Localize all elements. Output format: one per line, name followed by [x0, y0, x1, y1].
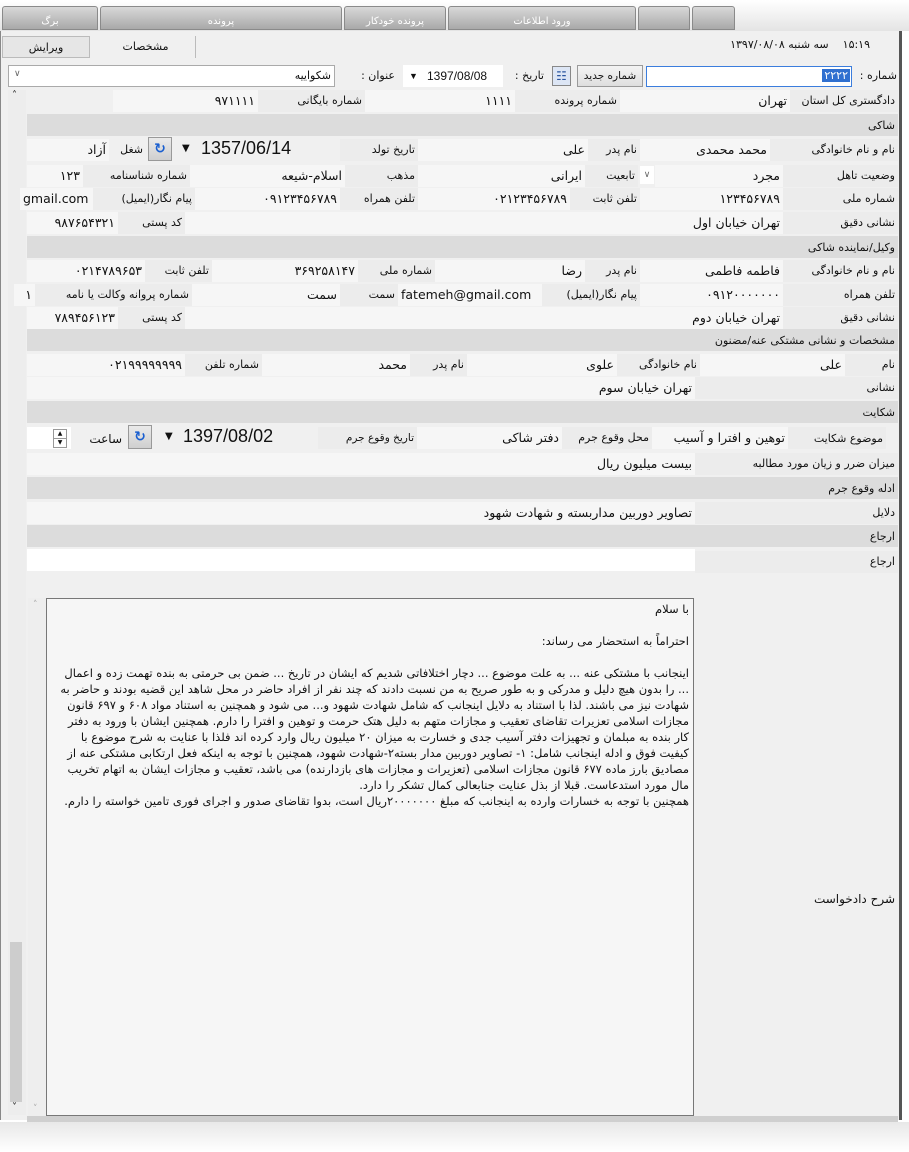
damage-label: میزان ضرر و زیان مورد مطالبه: [695, 453, 898, 475]
date-picker[interactable]: [403, 65, 503, 87]
damage-value[interactable]: بیست میلیون ریال: [27, 453, 695, 475]
lawyer-email-label: پیام نگار(ایمیل): [542, 284, 640, 306]
referral-label: ارجاع: [695, 551, 898, 573]
plaintiff-mobile-value[interactable]: ۰۹۱۲۳۴۵۶۷۸۹: [195, 188, 340, 210]
lawyer-father-value[interactable]: رضا: [435, 260, 585, 282]
complaint-subject-value[interactable]: توهین و افترا و آسیب: [652, 427, 788, 449]
lawyer-role-label: سمت: [340, 284, 398, 306]
plaintiff-national-id-label: شماره ملی: [783, 188, 898, 210]
new-number-button[interactable]: شماره جدید: [577, 65, 643, 87]
lawyer-address-label: نشانی دقیق: [783, 307, 898, 329]
title-combobox-value: شکواییه: [294, 69, 331, 82]
lawyer-national-id-label: شماره ملی: [358, 260, 435, 282]
plaintiff-job-value[interactable]: آزاد: [27, 139, 109, 161]
plaintiff-address-value[interactable]: تهران خیابان اول: [185, 212, 783, 234]
menu-item-sheet[interactable]: برگ: [2, 6, 98, 30]
plaintiff-address-label: نشانی دقیق: [783, 212, 898, 234]
lawyer-phone-value[interactable]: ۰۲۱۴۷۸۹۶۵۳: [27, 260, 145, 282]
lawyer-national-id-value[interactable]: ۳۶۹۲۵۸۱۴۷: [212, 260, 358, 282]
defendant-father-value[interactable]: محمد: [262, 354, 410, 376]
status-date: ۱۳۹۷/۰۸/۰۸: [730, 38, 785, 51]
province-label: دادگستری کل استان: [790, 90, 898, 112]
plaintiff-religion-value[interactable]: اسلام-شیعه: [190, 165, 345, 187]
evidence-reasons-value[interactable]: تصاویر دوربین مداربسته و شهادت شهود: [27, 502, 695, 524]
archive-number-label: شماره بایگانی: [258, 90, 365, 112]
status-day: سه شنبه: [788, 38, 829, 51]
chevron-down-icon[interactable]: ▼: [182, 143, 190, 154]
menu-item-data-entry[interactable]: ورود اطلاعات: [448, 6, 636, 30]
plaintiff-mobile-label: تلفن همراه: [340, 188, 418, 210]
plaintiff-marital-select[interactable]: مجرد: [655, 165, 783, 187]
petition-textarea[interactable]: با سلام احتراماً به استحضار می رساند: اینجانب با مشتکی عنه ... به علت موضوع ... دچار اختلافاتی شدیم که ایشان در تاریخ ... ضمن بی حرمتی به بنده تهمت زده و اعمال ... را بدون هیچ دلیل و مدرکی و به طور صریح به من نسبت دادند که چند نفر از افراد حاضر در محل شاهد این قضیه بودند و حاضر به شهادت نیز می باشند. لذا با استناد به دلایل اینجانب که شامل شهادت شهود و... می شود و همچنین به استناد مواد ۶۰۸ و ۶۹۷ قانون مجازات اسلامی تعزیرات تقاضای تعقیب و مجازات متهم به دلیل هتک حرمت و توهین و افترا را دارم. همچنین ایشان با ورود به دفتر کار بنده به مبلمان و تجهیزات دفتر آسیب جدی و خسارت به میزان ۲۰ میلیون ریال وارد کرده اند فلذا با عنایت به شرح موضوع با کیفیت فوق و ادله اینجانب شامل: ۱- تصاویر دوربین مدار بسته۲-شهادت شهود، همچنین با توجه به اینکه فعل ارتکابی مشتکی عنه از مصادیق بارز ماده ۶۷۷ قانون مجازات اسلامی (تعزیرات و مجازات های بازدارنده) می باشد، تعقیب و مجازات ایشان به اتهام تخریب مال مورد استدعاست. قبلا از بذل عنایت جنابعالی کمال تشکر را دارد. همچنین با توجه به خسارات وارده به اینجانب که مبلغ ۲۰۰۰۰۰۰۰ریال است، بدوا تقاضای صدور و اجرای فوری تامین خواسته را دارم.: [46, 598, 694, 1116]
lawyer-email-value[interactable]: fatemeh@gmail.com: [398, 284, 542, 306]
lawyer-mobile-label: تلفن همراه: [783, 284, 898, 306]
plaintiff-father-value[interactable]: علی: [418, 139, 588, 161]
plaintiff-postal-value[interactable]: ۹۸۷۶۵۴۳۲۱: [27, 212, 118, 234]
lawyer-father-label: نام پدر: [585, 260, 640, 282]
lawyer-phone-label: تلفن ثابت: [145, 260, 212, 282]
calendar-icon[interactable]: ☷: [552, 66, 571, 86]
chevron-down-icon[interactable]: ∨: [640, 166, 654, 184]
menu-item-case[interactable]: پرونده: [100, 6, 342, 30]
plaintiff-phone-value[interactable]: ۰۲۱۲۳۴۵۶۷۸۹: [418, 188, 570, 210]
plaintiff-father-label: نام پدر: [588, 139, 640, 161]
menu-item-auto-case[interactable]: پرونده خودکار: [344, 6, 446, 30]
title-label: عنوان :: [361, 69, 395, 82]
scroll-up-icon[interactable]: ˄: [12, 90, 17, 101]
complaint-header: شکایت: [27, 401, 898, 423]
lawyer-mobile-value[interactable]: ۰۹۱۲۰۰۰۰۰۰۰: [640, 284, 783, 306]
scroll-up-icon[interactable]: ˄: [33, 600, 38, 610]
plaintiff-birth-label: تاریخ تولد: [340, 139, 418, 161]
referral-input[interactable]: [27, 549, 695, 571]
menu-item-blank-2[interactable]: [692, 6, 735, 30]
lawyer-postal-label: کد پستی: [118, 307, 185, 329]
evidence-reasons-label: دلایل: [695, 502, 898, 524]
tab-details[interactable]: مشخصات: [96, 36, 196, 58]
status-clock: [700, 38, 870, 56]
chevron-down-icon[interactable]: ▼: [165, 431, 173, 442]
defendant-header: مشخصات و نشانی مشتکی عنه/مضنون: [27, 329, 898, 351]
plaintiff-name-label: نام و نام خانوادگی: [770, 139, 898, 161]
defendant-last-name-label: نام خانوادگی: [617, 354, 700, 376]
defendant-address-value[interactable]: تهران خیابان سوم: [27, 377, 695, 399]
lawyer-header: وکیل/نماینده شاکی: [27, 236, 898, 258]
date-label: تاریخ :: [514, 69, 544, 82]
complaint-subject-label: موضوع شکایت: [788, 427, 886, 449]
plaintiff-name-value[interactable]: محمد محمدی: [640, 139, 770, 161]
lawyer-address-value[interactable]: تهران خیابان دوم: [185, 307, 783, 329]
spinner-down-icon[interactable]: ▼: [53, 438, 67, 448]
plaintiff-religion-label: مذهب: [345, 165, 418, 187]
complaint-date[interactable]: 1397/08/02: [183, 426, 274, 446]
defendant-first-name-value[interactable]: علی: [700, 354, 845, 376]
plaintiff-national-id-value[interactable]: ۱۲۳۴۵۶۷۸۹: [640, 188, 783, 210]
lawyer-license-label: شماره پروانه وکالت یا نامه: [35, 284, 192, 306]
complaint-time-label: ساعت: [89, 432, 122, 446]
evidence-header: ادله وقوع جرم: [27, 477, 898, 499]
defendant-phone-value[interactable]: ۰۲۱۹۹۹۹۹۹۹۹: [27, 354, 185, 376]
tab-edit[interactable]: ویرایش: [2, 36, 90, 58]
plaintiff-phone-label: تلفن ثابت: [570, 188, 640, 210]
plaintiff-nationality-label: تابعیت: [585, 165, 638, 187]
chevron-down-icon: ∨: [14, 69, 21, 79]
defendant-father-label: نام پدر: [410, 354, 467, 376]
plaintiff-id-number-label: شماره شناسنامه: [83, 165, 190, 187]
refresh-icon[interactable]: ↻: [128, 425, 152, 449]
defendant-last-name-value[interactable]: علوی: [467, 354, 617, 376]
complaint-place-label: محل وقوع جرم: [562, 427, 652, 449]
spinner-up-icon[interactable]: ▲: [53, 429, 67, 439]
defendant-address-label: نشانی: [695, 377, 898, 399]
case-number-value[interactable]: ۱۱۱۱: [365, 90, 515, 112]
scrollbar-thumb[interactable]: [10, 942, 22, 1102]
time-spinner[interactable]: [27, 427, 71, 449]
complaint-place-value[interactable]: دفتر شاکی: [417, 427, 562, 449]
lawyer-name-label: نام و نام خانوادگی: [783, 260, 898, 282]
refresh-icon[interactable]: ↻: [148, 137, 172, 161]
lawyer-role-value[interactable]: سمت: [192, 284, 340, 306]
number-label: شماره :: [859, 69, 897, 82]
plaintiff-postal-label: کد پستی: [118, 212, 185, 234]
date-picker-value: 1397/08/08: [427, 69, 488, 83]
number-input-value: ۲۲۲۲: [824, 69, 848, 82]
plaintiff-nationality-value[interactable]: ایرانی: [418, 165, 585, 187]
plaintiff-job-label: شغل: [120, 143, 143, 156]
scroll-down-icon[interactable]: ˅: [33, 1104, 38, 1114]
plaintiff-header: شاکی: [27, 114, 898, 136]
referral-header: ارجاع: [27, 525, 898, 547]
menu-item-blank-1[interactable]: [638, 6, 690, 30]
petition-scrollbar[interactable]: [28, 598, 46, 1116]
number-input[interactable]: [646, 66, 852, 87]
lawyer-postal-value[interactable]: ۷۸۹۴۵۶۱۲۳: [27, 307, 118, 329]
archive-number-value[interactable]: ۹۷۱۱۱۱: [113, 90, 258, 112]
petition-label: شرح دادخواست: [813, 892, 895, 906]
bottom-edge: [0, 1122, 909, 1152]
scroll-down-icon[interactable]: ˅: [12, 1102, 17, 1113]
defendant-phone-label: شماره تلفن: [185, 354, 262, 376]
plaintiff-id-number-value[interactable]: ۱۲۳: [27, 165, 83, 187]
status-time: ۱۵:۱۹: [842, 38, 870, 51]
chevron-down-icon: ▼: [409, 71, 418, 81]
complaint-date-label: تاریخ وقوع جرم: [318, 427, 417, 449]
title-combobox[interactable]: [8, 65, 335, 87]
plaintiff-email-label: پیام نگار(ایمیل): [93, 188, 195, 210]
plaintiff-marital-label: وضعیت تاهل: [783, 165, 898, 187]
province-value[interactable]: تهران: [620, 90, 790, 112]
form-scrollbar[interactable]: [8, 90, 26, 1115]
case-number-label: شماره پرونده: [515, 90, 620, 112]
lawyer-license-value[interactable]: ۱: [14, 284, 35, 306]
plaintiff-birth-date[interactable]: 1357/06/14: [201, 138, 292, 158]
lawyer-name-value[interactable]: فاطمه فاطمی: [640, 260, 783, 282]
defendant-first-name-label: نام: [845, 354, 898, 376]
plaintiff-email-value[interactable]: gmail.com: [20, 188, 93, 210]
